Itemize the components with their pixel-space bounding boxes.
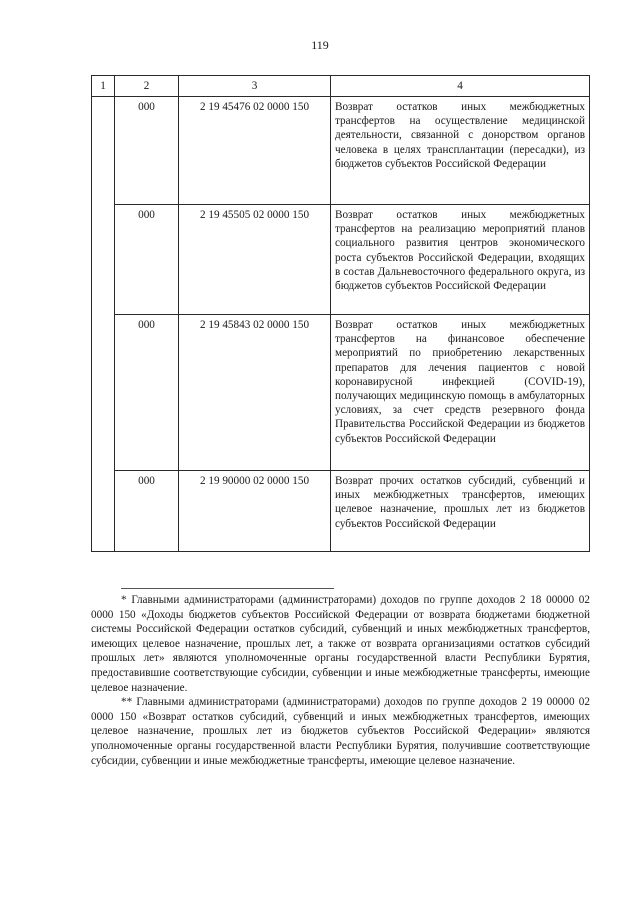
footnote-separator	[121, 588, 334, 589]
cell-description: Возврат остатков иных межбюджетных трансфертов на финансовое обеспечение мероприятий по приобретению лекарственных препаратов для лечения пациентов с новой коронавирусной инфекцией (COVID-19), получающих медицинскую помощь в амбулаторных условиях, за счет средств резервного фонда Правительства Российской Федерации из бюджетов субъектов Российской Федерации	[331, 315, 590, 471]
table-row	[92, 471, 590, 552]
footnote-1: * Главными администраторами (администраторами) доходов по группе доходов 2 18 00000 02 0000 150 «Доходы бюджетов субъектов Российской Федерации от возврата бюджетами бюджетной системы Российской Федерации остатков субсидий, субвенций и иных межбюджетных трансфертов, имеющих целевое назначение, прошлых лет, а также от возврата организациями остатков субсидий прошлых лет» являются уполномоченные органы государственной власти Республики Бурятия, предоставившие соответствующие субсидии, субвенции и иные межбюджетные трансферты, имеющие целевое назначение.	[91, 594, 590, 694]
cell-kbk: 2 19 45476 02 0000 150	[179, 97, 331, 205]
cell-code: 000	[115, 471, 179, 552]
cell-code: 000	[115, 205, 179, 315]
page-number: 119	[311, 38, 329, 52]
table-header-row	[92, 76, 590, 97]
footnotes	[91, 593, 590, 768]
cell-kbk: 2 19 90000 02 0000 150	[179, 471, 331, 552]
cell-code: 000	[115, 97, 179, 205]
cell-description: Возврат прочих остатков субсидий, субвенций и иных межбюджетных трансфертов, имеющих целевое назначение, прошлых лет из бюджетов субъектов Российской Федерации	[331, 471, 590, 552]
revenue-table	[91, 75, 590, 552]
header-col-1: 1	[92, 76, 115, 97]
table-row	[92, 205, 590, 315]
header-col-4: 4	[331, 76, 590, 97]
header-col-2: 2	[115, 76, 179, 97]
cell-description: Возврат остатков иных межбюджетных трансфертов на осуществление медицинской деятельности, связанной с донорством органов человека в целях трансплантации (пересадки), из бюджетов субъектов Российской Федерации	[331, 97, 590, 205]
cell-kbk: 2 19 45505 02 0000 150	[179, 205, 331, 315]
table-row	[92, 315, 590, 471]
admin-code-cell	[92, 97, 115, 552]
cell-kbk: 2 19 45843 02 0000 150	[179, 315, 331, 471]
cell-description: Возврат остатков иных межбюджетных трансфертов на реализацию мероприятий планов социального развития центров экономического роста субъектов Российской Федерации, входящих в состав Дальневосточного федерального округа, из бюджетов субъектов Российской Федерации	[331, 205, 590, 315]
cell-code: 000	[115, 315, 179, 471]
header-col-3: 3	[179, 76, 331, 97]
table-row	[92, 97, 590, 205]
footnote-2: ** Главными администраторами (администраторами) доходов по группе доходов 2 19 00000 02 0000 150 «Возврат остатков субсидий, субвенций и иных межбюджетных трансфертов, имеющих целевое назначение, прошлых лет из бюджетов субъектов Российской Федерации» являются уполномоченные органы государственной власти Республики Бурятия, получившие соответствующие субсидии, субвенции и иные межбюджетные трансферты, имеющие целевое назначение.	[91, 696, 590, 767]
